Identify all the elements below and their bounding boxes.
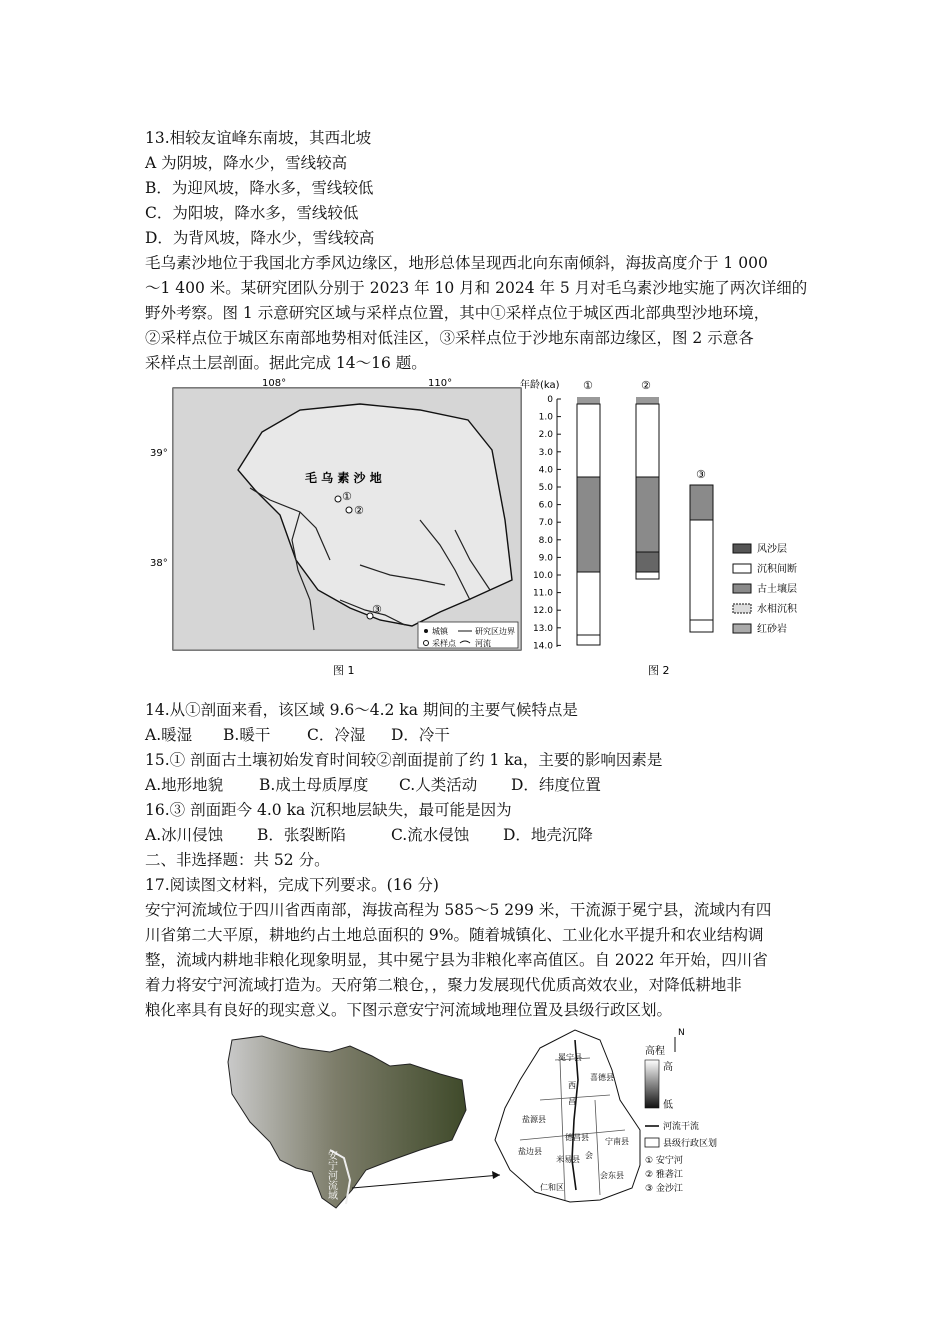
north-label: N <box>678 1028 685 1038</box>
axis-tick-label: 3.0 <box>538 447 553 458</box>
q14-options <box>145 725 450 745</box>
fig2-col1-label: ① <box>583 379 593 392</box>
q17-passage-line-1: 安宁河流域位于四川省西南部，海拔高程为 585～5 299 米，干流源于冕宁县，流域内有四 <box>145 901 772 919</box>
legend-main-river: 河流干流 <box>663 1122 700 1132</box>
q16-stem: 16.③ 剖面距今 4.0 ka 沉积地层缺失，最可能是因为 <box>145 801 512 819</box>
fig2-legend-4: 水相沉积 <box>757 604 797 615</box>
axis-tick-label: 6.0 <box>538 500 553 511</box>
q16-option-c: C.流水侵蚀 <box>391 826 470 844</box>
legend-swatch-red-sandstone <box>733 624 751 633</box>
fig2-legend-2: 沉积间断 <box>757 564 797 575</box>
legend-swatch-wind-sand <box>733 544 751 553</box>
county-hui: 会 <box>585 1151 593 1160</box>
fig2-legend-5: 红砂岩 <box>757 624 787 635</box>
axis-tick-label: 4.0 <box>538 465 553 476</box>
q13-option-a: A 为阴坡，降水少，雪线较高 <box>145 154 348 172</box>
col1-paleosol <box>577 477 600 572</box>
sample-point-1 <box>335 496 341 502</box>
county-miyi: 米易县 <box>556 1155 580 1164</box>
q15-options <box>145 775 601 795</box>
q15-option-d: D．纬度位置 <box>511 776 601 794</box>
fig1-lat-39: 39° <box>150 448 168 459</box>
county-ningnan: 宁南县 <box>605 1137 629 1146</box>
fig1-region-label: 毛 乌 素 沙 地 <box>305 471 382 485</box>
axis-tick-label: 2.0 <box>538 430 553 441</box>
axis-tick-label: 8.0 <box>538 535 553 546</box>
county-map <box>495 1030 640 1202</box>
fig2-col2-label: ② <box>641 379 651 392</box>
col2-water-deposit <box>636 552 659 572</box>
col2-bottom <box>636 572 659 579</box>
fig2-legend-1: 风沙层 <box>757 544 787 555</box>
elevation-low: 低 <box>663 1100 673 1111</box>
legend-river-3: ③ 金沙江 <box>645 1184 683 1194</box>
q13-stem: 13.相较友谊峰东南坡，其西北坡 <box>145 129 372 147</box>
fig1-legend-river: 河流 <box>475 639 491 648</box>
elevation-title: 高程 <box>645 1046 665 1057</box>
fig1-legend-town: 城镇 <box>432 627 448 636</box>
fig1-lon-108: 108° <box>262 378 287 389</box>
axis-tick-label: 7.0 <box>538 518 553 529</box>
q16-option-d: D．地壳沉降 <box>503 826 593 844</box>
figures-1-2 <box>0 370 950 680</box>
county-chang: 昌 <box>568 1097 576 1106</box>
county-xi: 西 <box>568 1081 576 1090</box>
col1-wind-sand-top <box>577 397 600 404</box>
fig1-caption: 图 1 <box>333 664 355 677</box>
q14-option-d: D．冷干 <box>391 726 450 744</box>
section-2-heading: 二、非选择题：共 52 分。 <box>145 851 330 869</box>
axis-tick-label: 1.0 <box>538 412 553 423</box>
county-renhe: 仁和区 <box>540 1183 564 1192</box>
fig1-s3: ③ <box>372 603 382 616</box>
fig1-lon-110: 110° <box>428 378 453 389</box>
fig1-lat-38: 38° <box>150 558 168 569</box>
fig1-s2: ② <box>354 504 364 517</box>
county-yanyuan: 盐源县 <box>522 1115 546 1124</box>
axis-tick-label: 12.0 <box>532 606 553 617</box>
q15-option-b: B.成土母质厚度 <box>259 776 369 794</box>
legend-river-1: ① 安宁河 <box>645 1156 683 1166</box>
legend-swatch-water <box>733 604 751 613</box>
q17-passage-line-2: 川省第二大平原，耕地约占土地总面积的 9%。随着城镇化、工业化水平提升和农业结构调 <box>145 926 764 944</box>
col3-red-sandstone <box>690 620 713 632</box>
county-xide: 喜德县 <box>590 1073 614 1082</box>
figure2-profiles <box>520 378 798 677</box>
figure3-anning-basin <box>0 1020 950 1220</box>
col3-paleosol <box>690 485 713 520</box>
passage1-line-2: ～1 400 米。某研究团队分别于 2023 年 10 月和 2024 年 5 月对毛乌素沙地实施了两次详细的 <box>145 279 808 297</box>
county-huidong: 会东县 <box>600 1171 624 1180</box>
col3-hiatus <box>690 520 713 620</box>
col1-hiatus-lower <box>577 572 600 635</box>
q15-option-c: C.人类活动 <box>399 776 478 794</box>
col2-hiatus <box>636 404 659 477</box>
q13-option-c: C．为阳坡，降水多，雪线较低 <box>145 204 359 222</box>
legend-swatch-paleosol <box>733 584 751 593</box>
passage1-line-4: ②采样点位于城区东南部地势相对低洼区，③采样点位于沙地东南部边缘区，图 2 示意各 <box>145 329 754 347</box>
q17-passage-line-4: 着力将安宁河流域打造为。天府第二粮仓，，聚力发展现代优质高效农业，对降低耕地非 <box>145 976 742 994</box>
q14-option-b: B.暖干 <box>223 726 271 744</box>
county-yanbian: 盐边县 <box>518 1147 542 1156</box>
passage1-line-5: 采样点土层剖面。据此完成 14～16 题。 <box>145 354 427 372</box>
axis-tick-label: 0 <box>547 395 553 405</box>
col1-hiatus <box>577 404 600 477</box>
fig2-col3-label: ③ <box>696 468 706 481</box>
q17-passage-line-5: 粮化率具有良好的现实意义。下图示意安宁河流域地理位置及县级行政区划。 <box>145 1001 673 1019</box>
sichuan-terrain-map <box>228 1036 466 1208</box>
axis-tick-label: 5.0 <box>538 483 553 493</box>
axis-tick-label: 14.0 <box>532 641 553 652</box>
fig1-legend-boundary: 研究区边界 <box>475 627 515 636</box>
axis-tick-label: 13.0 <box>532 623 553 634</box>
fig2-legend-3: 古土壤层 <box>757 584 797 595</box>
q15-stem: 15.① 剖面古土壤初始发育时间较②剖面提前了约 1 ka，主要的影响因素是 <box>145 751 663 769</box>
q17-stem: 17.阅读图文材料，完成下列要求。(16 分) <box>145 876 439 894</box>
col1-red-sandstone <box>577 635 600 645</box>
county-dechang: 德昌县 <box>565 1133 589 1142</box>
fig2-caption: 图 2 <box>648 664 670 677</box>
axis-tick-label: 10.0 <box>532 571 553 581</box>
county-mianning: 冕宁县 <box>558 1053 582 1062</box>
axis-tick-label: 9.0 <box>538 553 553 564</box>
figure1-map <box>150 378 521 677</box>
elevation-scale <box>645 1060 659 1108</box>
fig1-s1: ① <box>342 490 352 503</box>
fig1-legend-sample: 采样点 <box>432 639 456 648</box>
sample-point-2 <box>346 507 352 513</box>
q15-option-a: A.地形地貌 <box>145 776 224 794</box>
q14-option-c: C．冷湿 <box>307 726 366 744</box>
basin-label: 安宁河流域 <box>325 1150 337 1200</box>
legend-river-2: ② 雅砻江 <box>645 1170 683 1180</box>
q13-option-d: D．为背风坡，降水少，雪线较高 <box>145 229 375 247</box>
passage1-line-3: 野外考察。图 1 示意研究区域与采样点位置，其中①采样点位于城区西北部典型沙地环境， <box>145 304 770 322</box>
q14-stem: 14.从①剖面来看，该区域 9.6～4.2 ka 期间的主要气候特点是 <box>145 701 578 719</box>
col2-paleosol <box>636 477 659 552</box>
q16-option-b: B．张裂断陷 <box>257 826 346 844</box>
q16-options <box>145 825 593 845</box>
passage1-line-1: 毛乌素沙地位于我国北方季风边缘区，地形总体呈现西北向东南倾斜，海拔高度介于 1 000 <box>145 254 768 272</box>
q16-option-a: A.冰川侵蚀 <box>145 826 224 844</box>
elevation-high: 高 <box>663 1062 673 1073</box>
axis-tick-label: 11.0 <box>532 588 553 599</box>
legend-county-boundary: 县级行政区划 <box>663 1139 718 1149</box>
q13-option-b: B．为迎风坡，降水多，雪线较低 <box>145 179 374 197</box>
fig2-axis-title: 年龄(ka) <box>520 380 560 391</box>
col2-wind-sand-top <box>636 397 659 404</box>
q14-option-a: A.暖湿 <box>145 726 193 744</box>
legend-swatch-hiatus <box>733 564 751 573</box>
q17-passage-line-3: 整，流域内耕地非粮化现象明显，其中冕宁县为非粮化率高值区。自 2022 年开始，四川省 <box>145 951 768 969</box>
